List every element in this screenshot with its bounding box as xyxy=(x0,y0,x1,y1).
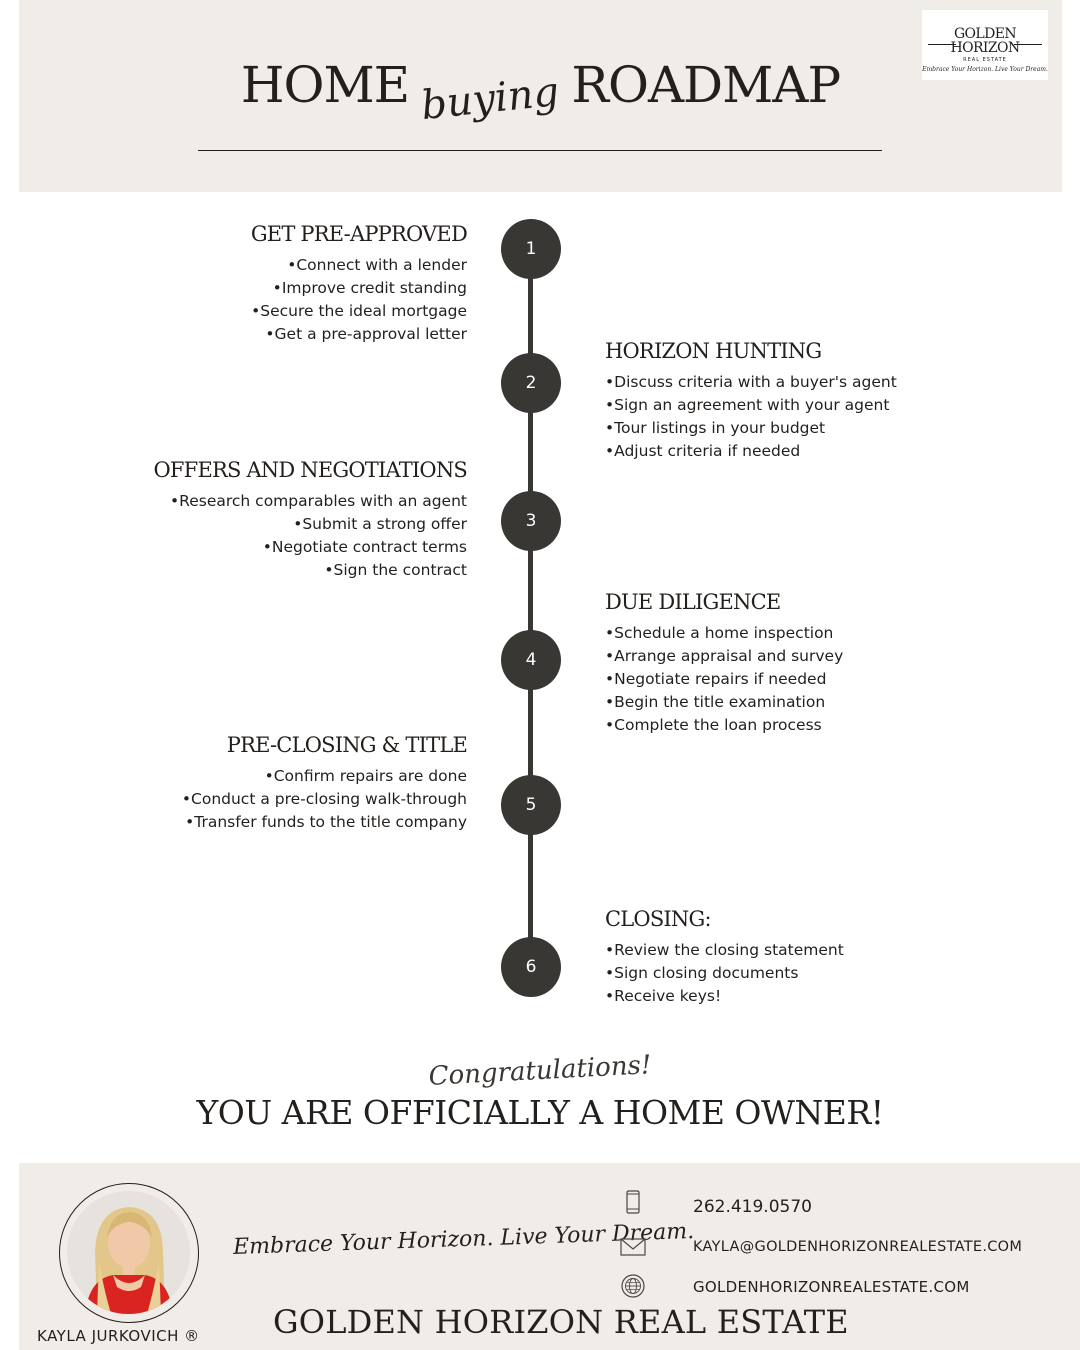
title-divider xyxy=(198,150,882,151)
step-item: •Arrange appraisal and survey xyxy=(605,647,844,665)
title-roadmap: ROADMAP xyxy=(571,56,841,114)
title-home: HOME xyxy=(240,56,410,114)
header-band xyxy=(19,0,1062,192)
step-item: •Sign an agreement with your agent xyxy=(605,396,890,414)
step-title: HORIZON HUNTING xyxy=(605,339,822,363)
step-item: •Sign the contract xyxy=(324,561,467,579)
step-title: DUE DILIGENCE xyxy=(605,590,781,614)
step-3 xyxy=(47,458,467,582)
step-title: OFFERS AND NEGOTIATIONS xyxy=(153,458,467,482)
step-item: •Secure the ideal mortgage xyxy=(251,302,467,320)
logo-tagline: Embrace Your Horizon. Live Your Dream. xyxy=(922,66,1048,73)
company-logo xyxy=(922,10,1048,80)
step-1-node: 1 xyxy=(501,219,561,279)
step-5-node: 5 xyxy=(501,775,561,835)
step-item: •Submit a strong offer xyxy=(293,515,467,533)
step-item: •Connect with a lender xyxy=(287,256,467,274)
step-item: •Research comparables with an agent xyxy=(170,492,467,510)
logo-name xyxy=(922,27,1048,55)
step-item: •Review the closing statement xyxy=(605,941,844,959)
congratulations-script: Congratulations! xyxy=(427,1050,653,1092)
step-1 xyxy=(47,222,467,346)
step-6-node: 6 xyxy=(501,937,561,997)
step-item: •Transfer funds to the title company xyxy=(185,813,467,831)
page-title xyxy=(19,56,1062,130)
step-2-node: 2 xyxy=(501,353,561,413)
agent-name: KAYLA JURKOVICH ® xyxy=(37,1327,200,1345)
step-title: GET PRE-APPROVED xyxy=(250,222,467,246)
step-item: •Tour listings in your budget xyxy=(605,419,826,437)
logo-line1: GOLDEN xyxy=(953,26,1017,42)
footer-band xyxy=(19,1163,1080,1350)
step-6 xyxy=(605,907,1025,1008)
step-4 xyxy=(605,590,1025,737)
step-item: •Negotiate contract terms xyxy=(262,538,467,556)
title-script-buying: buying xyxy=(419,68,562,130)
step-title: PRE-CLOSING & TITLE xyxy=(226,733,467,757)
step-item: •Complete the loan process xyxy=(605,716,822,734)
step-item: •Receive keys! xyxy=(605,987,722,1005)
envelope-icon xyxy=(619,1233,647,1261)
email-address[interactable]: KAYLA@GOLDENHORIZONREALESTATE.COM xyxy=(693,1239,1023,1255)
avatar xyxy=(67,1191,190,1314)
phone-number[interactable]: 262.419.0570 xyxy=(693,1197,812,1217)
logo-line2: HORIZON xyxy=(950,40,1020,56)
home-owner-headline: YOU ARE OFFICIALLY A HOME OWNER! xyxy=(196,1093,884,1132)
step-4-node: 4 xyxy=(501,630,561,690)
logo-subtitle: REAL ESTATE xyxy=(963,57,1007,63)
footer-tagline: Embrace Your Horizon. Live Your Dream. xyxy=(232,1218,695,1261)
step-item: •Adjust criteria if needed xyxy=(605,442,801,460)
step-5 xyxy=(47,733,467,834)
phone-icon xyxy=(619,1189,647,1217)
step-item: •Discuss criteria with a buyer's agent xyxy=(605,373,897,391)
step-item: •Sign closing documents xyxy=(605,964,799,982)
step-3-node: 3 xyxy=(501,491,561,551)
step-item: •Get a pre-approval letter xyxy=(265,325,467,343)
step-title: CLOSING: xyxy=(605,907,711,931)
step-item: •Begin the title examination xyxy=(605,693,826,711)
step-item: •Improve credit standing xyxy=(272,279,467,297)
company-name: GOLDEN HORIZON REAL ESTATE xyxy=(273,1303,849,1341)
step-2 xyxy=(605,339,1025,463)
step-item: •Confirm repairs are done xyxy=(264,767,467,785)
step-item: •Negotiate repairs if needed xyxy=(605,670,827,688)
step-item: •Schedule a home inspection xyxy=(605,624,834,642)
avatar-frame xyxy=(59,1183,199,1323)
globe-icon xyxy=(619,1272,647,1300)
step-item: •Conduct a pre-closing walk-through xyxy=(181,790,467,808)
agent-portrait-icon xyxy=(67,1191,190,1314)
website-link[interactable]: GOLDENHORIZONREALESTATE.COM xyxy=(693,1278,970,1296)
